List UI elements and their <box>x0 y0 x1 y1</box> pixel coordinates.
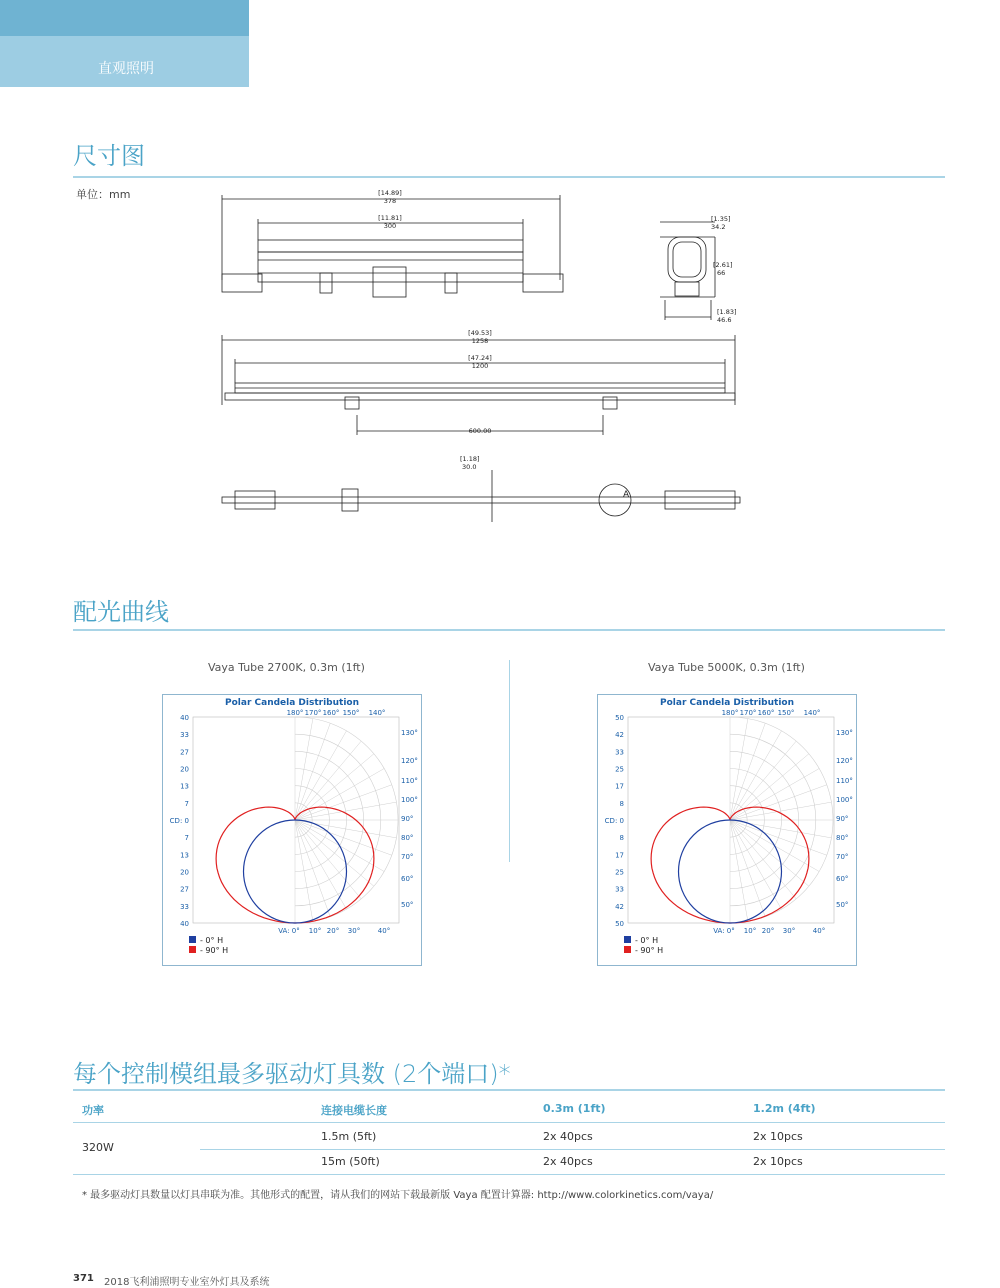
cd-tick-label: CD: 0 <box>169 817 189 825</box>
angle-label: 140° <box>803 709 821 717</box>
legend-swatch <box>189 936 196 943</box>
table-cell: 1.5m (5ft) <box>321 1130 377 1143</box>
table-header-12m: 1.2m (4ft) <box>753 1102 816 1115</box>
table-cell: 2x 10pcs <box>753 1130 803 1143</box>
dim-label: [2.61] <box>713 261 733 269</box>
front-view <box>222 335 735 435</box>
cd-tick-label: 20 <box>180 868 189 877</box>
angle-label: 130° <box>401 729 418 737</box>
section-rule <box>73 1089 945 1091</box>
table-cell: 15m (50ft) <box>321 1155 380 1168</box>
table-rule <box>73 1122 945 1123</box>
dim-label: [49.53] <box>468 329 492 337</box>
top-view <box>222 195 563 297</box>
cd-tick-label: 7 <box>184 799 189 808</box>
chart-caption: Vaya Tube 5000K, 0.3m (1ft) <box>648 661 805 674</box>
bottom-view <box>222 470 740 522</box>
page-number: 371 <box>73 1273 94 1284</box>
angle-label: 60° <box>836 875 849 883</box>
cd-tick-label: 17 <box>615 851 624 860</box>
chart-title: Polar Candela Distribution <box>225 698 359 708</box>
angle-label: 50° <box>401 901 414 909</box>
angle-label: 130° <box>836 729 853 737</box>
legend-label: - 0° H <box>635 936 659 945</box>
angle-label: 10° <box>743 927 757 935</box>
angle-label: 160° <box>757 709 775 717</box>
cd-tick-label: 25 <box>615 765 624 774</box>
angle-label: 50° <box>836 901 849 909</box>
end-view <box>660 222 715 320</box>
cd-tick-label: 33 <box>180 902 189 911</box>
table-header-03m: 0.3m (1ft) <box>543 1102 606 1115</box>
legend-swatch <box>624 936 631 943</box>
angle-label: 100° <box>401 796 418 804</box>
cd-tick-label: 20 <box>180 765 189 774</box>
cd-tick-label: 42 <box>615 731 624 740</box>
angle-label: 170° <box>739 709 757 717</box>
cd-tick-label: 13 <box>180 782 189 791</box>
angle-label: 120° <box>401 757 418 765</box>
angle-label: 180° <box>721 709 739 717</box>
angle-label: 120° <box>836 757 853 765</box>
angle-label: 110° <box>401 777 418 785</box>
dim-label: 46.6 <box>717 316 732 324</box>
bottom-view-labels <box>460 455 630 500</box>
angle-label: 150° <box>342 709 360 717</box>
angle-label: 40° <box>377 927 391 935</box>
cd-tick-label: 42 <box>615 902 624 911</box>
angle-label: 180° <box>286 709 304 717</box>
polar-chart-5000k <box>597 694 857 966</box>
chart-divider <box>509 660 510 862</box>
angle-label: VA: 0° <box>278 927 300 935</box>
dim-label: [47.24] <box>468 354 492 362</box>
angle-label: 30° <box>782 927 796 935</box>
angle-label: 60° <box>401 875 414 883</box>
angle-label: 90° <box>401 815 414 823</box>
angle-label: 80° <box>401 834 414 842</box>
angle-label: 70° <box>401 853 414 861</box>
table-rule <box>73 1174 945 1175</box>
table-cell: 2x 40pcs <box>543 1130 593 1143</box>
footer-text: 2018飞利浦照明专业室外灯具及系统 <box>104 1277 270 1288</box>
angle-label: 100° <box>836 796 853 804</box>
table-cell-power: 320W <box>82 1141 114 1154</box>
angle-label: 170° <box>304 709 322 717</box>
legend-swatch <box>624 946 631 953</box>
section-rule <box>73 629 945 631</box>
legend-label: - 90° H <box>635 946 664 955</box>
angle-label: 20° <box>326 927 340 935</box>
cd-tick-label: 8 <box>619 799 624 808</box>
angle-label: 30° <box>347 927 361 935</box>
cd-tick-label: 33 <box>180 731 189 740</box>
dim-label: 34.2 <box>711 223 726 231</box>
distribution-title: 配光曲线 <box>73 598 169 626</box>
cd-tick-label: 8 <box>619 834 624 843</box>
angle-label: 110° <box>836 777 853 785</box>
dim-label: 378 <box>383 197 397 205</box>
dim-label: 300 <box>383 222 397 230</box>
cd-tick-label: 40 <box>180 920 189 928</box>
dim-label: [11.81] <box>378 214 402 222</box>
table-header-cable: 连接电缆长度 <box>321 1104 387 1117</box>
angle-label: 10° <box>308 927 322 935</box>
table-footnote: * 最多驱动灯具数量以灯具串联为准。其他形式的配置，请从我们的网站下载最新版 Vaya 配置计算器: http://www.colorkinetics.com/vaya/ <box>82 1190 714 1201</box>
cd-tick-label: 27 <box>180 748 189 757</box>
cd-tick-label: 27 <box>180 885 189 894</box>
front-view-labels <box>468 329 492 435</box>
dim-label: 30.0 <box>462 463 477 471</box>
unit-label: 单位：mm <box>76 188 131 201</box>
cd-tick-label: 40 <box>180 714 189 722</box>
table-cell: 2x 40pcs <box>543 1155 593 1168</box>
cd-tick-label: 50 <box>615 714 624 722</box>
dim-label: [14.89] <box>378 189 402 197</box>
polar-chart-2700k <box>162 694 422 966</box>
header-tab-label: 直观照明 <box>98 61 154 77</box>
angle-label: 90° <box>836 815 849 823</box>
cd-tick-label: 50 <box>615 920 624 928</box>
legend-label: - 0° H <box>200 936 224 945</box>
dim-label: [1.83] <box>717 308 737 316</box>
table-cell: 2x 10pcs <box>753 1155 803 1168</box>
polar-chart-svg <box>598 695 856 965</box>
angle-label: VA: 0° <box>713 927 735 935</box>
dim-label: 600.00 <box>468 427 492 435</box>
cd-tick-label: 33 <box>615 748 624 757</box>
angle-label: 150° <box>777 709 795 717</box>
legend-swatch <box>189 946 196 953</box>
cd-tick-label: 13 <box>180 851 189 860</box>
table-header-power: 功率 <box>82 1104 104 1117</box>
dim-label: [1.18] <box>460 455 480 463</box>
top-view-labels <box>378 189 402 230</box>
cd-tick-label: 17 <box>615 782 624 791</box>
detail-label: A <box>623 490 630 500</box>
cd-tick-label: 25 <box>615 868 624 877</box>
dimensions-title: 尺寸图 <box>73 142 145 170</box>
polar-chart-svg <box>163 695 421 965</box>
chart-title: Polar Candela Distribution <box>660 698 794 708</box>
header-tab-top <box>0 0 249 36</box>
dim-label: 66 <box>717 269 726 277</box>
cd-tick-label: 7 <box>184 834 189 843</box>
table-rule <box>200 1149 945 1150</box>
chart-caption: Vaya Tube 2700K, 0.3m (1ft) <box>208 661 365 674</box>
dim-label: 1258 <box>471 337 489 345</box>
angle-label: 160° <box>322 709 340 717</box>
dim-label: [1.35] <box>711 215 731 223</box>
angle-label: 40° <box>812 927 826 935</box>
angle-label: 70° <box>836 853 849 861</box>
cd-tick-label: CD: 0 <box>604 817 624 825</box>
section-rule <box>73 176 945 178</box>
angle-label: 80° <box>836 834 849 842</box>
angle-label: 20° <box>761 927 775 935</box>
angle-label: 140° <box>368 709 386 717</box>
dimension-drawing <box>215 185 755 530</box>
cd-tick-label: 33 <box>615 885 624 894</box>
table-title: 每个控制模组最多驱动灯具数 (2个端口)* <box>73 1060 511 1088</box>
dim-label: 1200 <box>471 362 489 370</box>
legend-label: - 90° H <box>200 946 229 955</box>
